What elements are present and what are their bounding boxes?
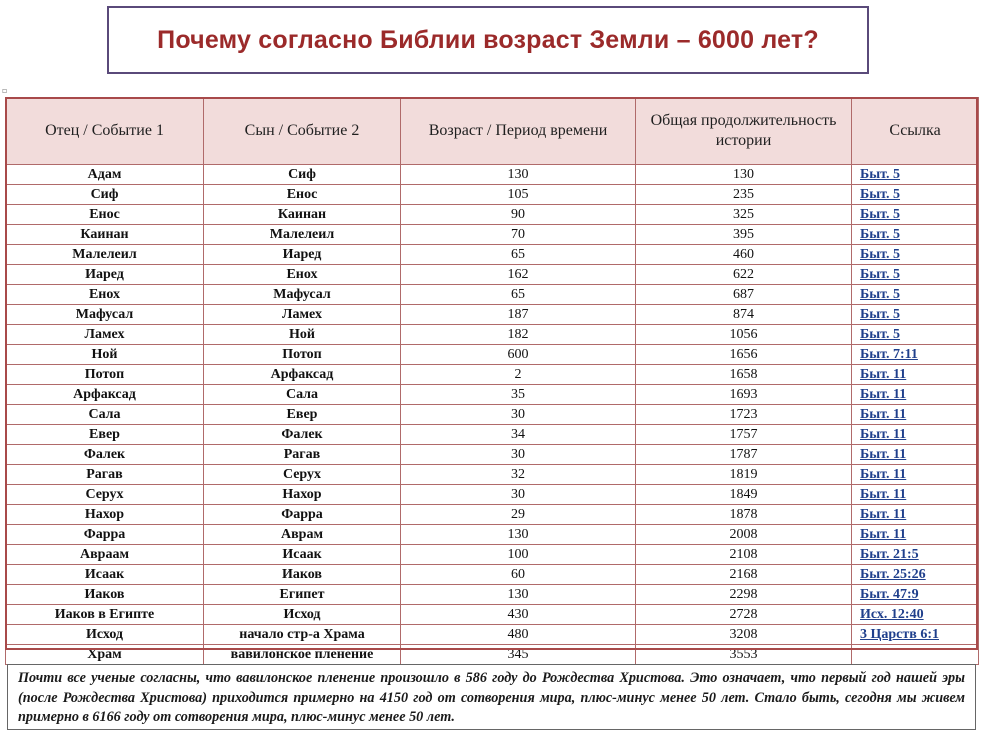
header-age: Возраст / Период времени bbox=[401, 98, 636, 165]
cell-father: Арфаксад bbox=[6, 385, 204, 405]
reference-link[interactable]: Быт. 25:26 bbox=[860, 567, 926, 582]
cell-father: Иаред bbox=[6, 265, 204, 285]
cell-age: 162 bbox=[401, 265, 636, 285]
cell-age: 130 bbox=[401, 165, 636, 185]
reference-link[interactable]: Быт. 5 bbox=[860, 287, 901, 302]
cell-son: Рагав bbox=[204, 445, 401, 465]
cell-total: 1056 bbox=[636, 325, 852, 345]
note-box bbox=[7, 664, 976, 730]
cell-son: Фалек bbox=[204, 425, 401, 445]
reference-link[interactable]: Быт. 11 bbox=[860, 427, 907, 442]
cell-age: 2 bbox=[401, 365, 636, 385]
cell-age: 345 bbox=[401, 645, 636, 665]
cell-total: 2298 bbox=[636, 585, 852, 605]
cell-father: Енох bbox=[6, 285, 204, 305]
cell-father: Фарра bbox=[6, 525, 204, 545]
cell-son: Евер bbox=[204, 405, 401, 425]
cell-father: Сала bbox=[6, 405, 204, 425]
cell-son: Египет bbox=[204, 585, 401, 605]
cell-age: 600 bbox=[401, 345, 636, 365]
cell-age: 30 bbox=[401, 405, 636, 425]
reference-link[interactable]: Быт. 5 bbox=[860, 327, 901, 342]
cell-father: Серух bbox=[6, 485, 204, 505]
cell-son: Арфаксад bbox=[204, 365, 401, 385]
cell-age: 32 bbox=[401, 465, 636, 485]
cell-age: 70 bbox=[401, 225, 636, 245]
cell-age: 182 bbox=[401, 325, 636, 345]
reference-link[interactable]: Быт. 5 bbox=[860, 167, 901, 182]
cell-total: 130 bbox=[636, 165, 852, 185]
cell-father: Каинан bbox=[6, 225, 204, 245]
cell-son: Мафусал bbox=[204, 285, 401, 305]
cell-total: 395 bbox=[636, 225, 852, 245]
cell-son: Исход bbox=[204, 605, 401, 625]
cell-son: Серух bbox=[204, 465, 401, 485]
reference-link[interactable]: Быт. 7:11 bbox=[860, 347, 918, 362]
reference-link[interactable]: Быт. 11 bbox=[860, 467, 907, 482]
reference-link[interactable]: Быт. 11 bbox=[860, 507, 907, 522]
cell-age: 130 bbox=[401, 525, 636, 545]
header-son: Сын / Событие 2 bbox=[204, 98, 401, 165]
cell-total: 235 bbox=[636, 185, 852, 205]
cell-age: 100 bbox=[401, 545, 636, 565]
cell-total: 1693 bbox=[636, 385, 852, 405]
cell-son: начало стр-а Храма bbox=[204, 625, 401, 645]
header-father: Отец / Событие 1 bbox=[6, 98, 204, 165]
cell-father: Потоп bbox=[6, 365, 204, 385]
cell-total: 1757 bbox=[636, 425, 852, 445]
reference-link[interactable]: Быт. 11 bbox=[860, 407, 907, 422]
cell-father: Храм bbox=[6, 645, 204, 665]
cell-father: Рагав bbox=[6, 465, 204, 485]
cell-son: Енос bbox=[204, 185, 401, 205]
cell-age: 34 bbox=[401, 425, 636, 445]
reference-link[interactable]: Быт. 5 bbox=[860, 187, 901, 202]
cell-son: Малелеил bbox=[204, 225, 401, 245]
cell-age: 130 bbox=[401, 585, 636, 605]
cell-total: 325 bbox=[636, 205, 852, 225]
reference-link[interactable]: Быт. 11 bbox=[860, 447, 907, 462]
cell-total: 1878 bbox=[636, 505, 852, 525]
page-title: Почему согласно Библии возраст Земли – 6000 лет? bbox=[157, 25, 819, 54]
cell-father: Енос bbox=[6, 205, 204, 225]
cell-son: Сала bbox=[204, 385, 401, 405]
cell-son: Потоп bbox=[204, 345, 401, 365]
cell-total: 1658 bbox=[636, 365, 852, 385]
table-anchor-icon: ▫ bbox=[2, 86, 8, 95]
cell-son: Исаак bbox=[204, 545, 401, 565]
cell-father: Исход bbox=[6, 625, 204, 645]
reference-link[interactable]: Быт. 5 bbox=[860, 247, 901, 262]
cell-age: 480 bbox=[401, 625, 636, 645]
cell-total: 1819 bbox=[636, 465, 852, 485]
cell-father: Адам bbox=[6, 165, 204, 185]
cell-son: Нахор bbox=[204, 485, 401, 505]
cell-age: 35 bbox=[401, 385, 636, 405]
reference-link[interactable]: Быт. 5 bbox=[860, 227, 901, 242]
cell-father: Фалек bbox=[6, 445, 204, 465]
table-frame bbox=[5, 97, 978, 650]
cell-son: Ламех bbox=[204, 305, 401, 325]
cell-age: 30 bbox=[401, 485, 636, 505]
cell-total: 460 bbox=[636, 245, 852, 265]
reference-link[interactable]: Быт. 11 bbox=[860, 487, 907, 502]
cell-father: Ламех bbox=[6, 325, 204, 345]
cell-age: 60 bbox=[401, 565, 636, 585]
cell-total: 3208 bbox=[636, 625, 852, 645]
cell-father: Малелеил bbox=[6, 245, 204, 265]
cell-father: Сиф bbox=[6, 185, 204, 205]
cell-total: 2728 bbox=[636, 605, 852, 625]
reference-link[interactable]: Быт. 5 bbox=[860, 307, 901, 322]
cell-son: Аврам bbox=[204, 525, 401, 545]
cell-total: 1656 bbox=[636, 345, 852, 365]
cell-age: 430 bbox=[401, 605, 636, 625]
note-text: Почти все ученые согласны, что вавилонское пленение произошло в 586 году до Рождества Христова. Это означает, что первый год нашей эры (после Рождества Христова) приходится примерно на 4150 год от сотворения мира, плюс-минус менее 50 лет. Стало быть, сегодня мы живем примерно в 6166 году от сотворения мира, плюс-минус менее 50 лет. bbox=[18, 670, 965, 725]
cell-son: Енох bbox=[204, 265, 401, 285]
header-reference: Ссылка bbox=[852, 98, 979, 165]
reference-link[interactable]: Быт. 5 bbox=[860, 207, 901, 222]
cell-son: вавилонское пленение bbox=[204, 645, 401, 665]
cell-age: 105 bbox=[401, 185, 636, 205]
cell-father: Иаков bbox=[6, 585, 204, 605]
cell-son: Ной bbox=[204, 325, 401, 345]
cell-son: Фарра bbox=[204, 505, 401, 525]
cell-age: 187 bbox=[401, 305, 636, 325]
cell-age: 30 bbox=[401, 445, 636, 465]
cell-age: 90 bbox=[401, 205, 636, 225]
cell-age: 29 bbox=[401, 505, 636, 525]
cell-age: 65 bbox=[401, 245, 636, 265]
cell-total: 1787 bbox=[636, 445, 852, 465]
cell-father: Авраам bbox=[6, 545, 204, 565]
cell-father: Мафусал bbox=[6, 305, 204, 325]
cell-total: 2168 bbox=[636, 565, 852, 585]
cell-total: 2108 bbox=[636, 545, 852, 565]
cell-son: Сиф bbox=[204, 165, 401, 185]
cell-father: Евер bbox=[6, 425, 204, 445]
cell-father: Ной bbox=[6, 345, 204, 365]
cell-son: Иаред bbox=[204, 245, 401, 265]
cell-father: Исаак bbox=[6, 565, 204, 585]
cell-total: 1723 bbox=[636, 405, 852, 425]
reference-link[interactable]: Быт. 5 bbox=[860, 267, 901, 282]
reference-link[interactable]: Быт. 11 bbox=[860, 527, 907, 542]
reference-link[interactable]: Быт. 11 bbox=[860, 367, 907, 382]
cell-total: 2008 bbox=[636, 525, 852, 545]
cell-total: 1849 bbox=[636, 485, 852, 505]
reference-link[interactable]: Быт. 11 bbox=[860, 387, 907, 402]
cell-total: 3553 bbox=[636, 645, 852, 665]
cell-total: 874 bbox=[636, 305, 852, 325]
cell-father: Нахор bbox=[6, 505, 204, 525]
cell-father: Иаков в Египте bbox=[6, 605, 204, 625]
reference-link[interactable]: Исх. 12:40 bbox=[860, 607, 924, 622]
reference-link[interactable]: Быт. 47:9 bbox=[860, 587, 919, 602]
reference-link[interactable]: Быт. 21:5 bbox=[860, 547, 919, 562]
cell-son: Иаков bbox=[204, 565, 401, 585]
cell-total: 622 bbox=[636, 265, 852, 285]
title-box bbox=[107, 6, 869, 74]
cell-son: Каинан bbox=[204, 205, 401, 225]
reference-link[interactable]: 3 Царств 6:1 bbox=[860, 627, 939, 642]
cell-age: 65 bbox=[401, 285, 636, 305]
header-total: Общая продолжительность истории bbox=[636, 98, 852, 165]
cell-total: 687 bbox=[636, 285, 852, 305]
